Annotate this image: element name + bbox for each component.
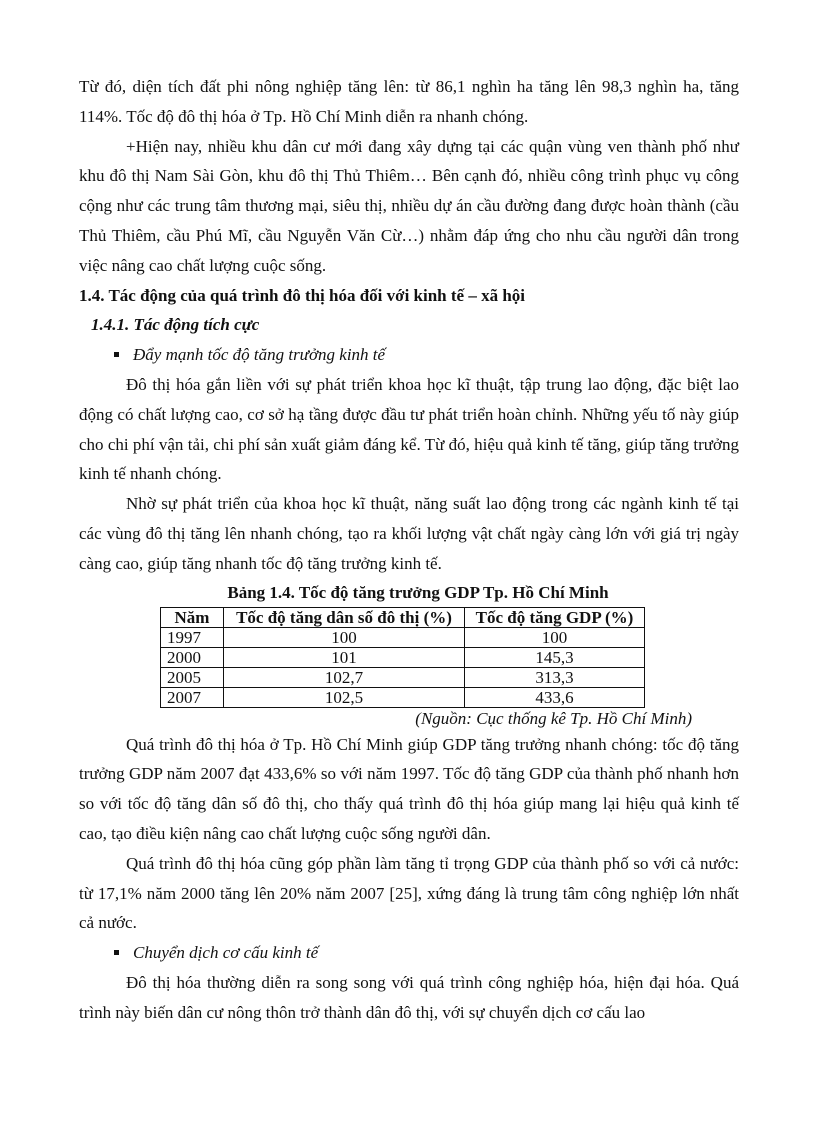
bullet-economic-restructuring [79,938,739,968]
cell-population: 102,7 [224,667,465,687]
cell-gdp: 313,3 [465,667,645,687]
paragraph-labor-productivity: Nhờ sự phát triển của khoa học kĩ thuật, năng suất lao động trong các ngành kinh tế tại các vùng đô thị tăng lên nhanh chóng, tạo ra khối lượng vật chất ngày càng lớn với giá trị ngày càng cao, giúp tăng nhanh tốc độ tăng trưởng kinh tế. [79,494,739,573]
bullet-label: Đẩy mạnh tốc độ tăng trưởng kinh tế [133,345,386,365]
paragraph-urbanization-science: Đô thị hóa gắn liền với sự phát triển khoa học kĩ thuật, tập trung lao động, đặc biệt lao động có chất lượng cao, cơ sở hạ tầng được đầu tư phát triển hoàn chỉnh. Những yếu tố này giúp cho chi phí vận tải, chi phí sản xuất giảm đáng kể. Từ đó, hiệu quả kinh tế tăng, giúp tăng trưởng kinh tế nhanh chóng. [79,374,739,484]
header-gdp-growth: Tốc độ tăng GDP (%) [465,607,645,627]
table-source: (Nguồn: Cục thống kê Tp. Hồ Chí Minh) [415,708,692,728]
bullet-economic-growth [79,340,739,370]
table-row [161,647,645,667]
paragraph-land-area: Từ đó, diện tích đất phi nông nghiệp tăng lên: từ 86,1 nghìn ha tăng lên 98,3 nghìn ha, tăng 114%. Tốc độ đô thị hóa ở Tp. Hồ Chí Minh diễn ra nhanh chóng. [79,77,739,126]
gdp-growth-table [160,607,645,708]
cell-population: 101 [224,647,465,667]
cell-gdp: 433,6 [465,687,645,707]
subsection-heading: 1.4.1. Tác động tích cực [91,315,260,335]
table-caption: Bảng 1.4. Tốc độ tăng trưởng GDP Tp. Hồ Chí Minh [227,582,609,602]
cell-gdp: 100 [465,627,645,647]
table-row [161,627,645,647]
header-population-growth: Tốc độ tăng dân số đô thị (%) [224,607,465,627]
paragraph-new-urban-areas: +Hiện nay, nhiều khu dân cư mới đang xây dựng tại các quận vùng ven thành phố như khu đô thị Nam Sài Gòn, khu đô thị Thủ Thiêm… Bên cạnh đó, nhiều công trình phục vụ công cộng như các trung tâm thương mại, siêu thị, nhiều dự án cầu đường đang được hoàn thành (cầu Thủ Thiêm, cầu Phú Mĩ, cầu Nguyễn Văn Cừ…) nhằm đáp ứng cho nhu cầu người dân trong việc nâng cao chất lượng cuộc sống. [79,136,739,275]
cell-year: 2007 [161,687,224,707]
cell-gdp: 145,3 [465,647,645,667]
bullet-square-icon [114,352,119,357]
header-year: Năm [161,607,224,627]
paragraph-gdp-share: Quá trình đô thị hóa cũng góp phần làm tăng tỉ trọng GDP của thành phố so với cả nước: từ 17,1% năm 2000 tăng lên 20% năm 2007 [25], xứng đáng là trung tâm công nghiệp lớn nhất cả nước. [79,853,739,933]
table-row [161,667,645,687]
cell-population: 100 [224,627,465,647]
table-row [161,687,645,707]
paragraph-gdp-growth: Quá trình đô thị hóa ở Tp. Hồ Chí Minh giúp GDP tăng trưởng nhanh chóng: tốc độ tăng trưởng GDP năm 2007 đạt 433,6% so với năm 1997. Tốc độ tăng GDP của thành phố nhanh hơn so với tốc độ tăng dân số đô thị, cho thấy quá trình đô thị hóa giúp mang lại hiệu quả kinh tế cao, tạo điều kiện nâng cao chất lượng cuộc sống người dân. [79,734,739,843]
bullet-square-icon [114,950,119,955]
cell-population: 102,5 [224,687,465,707]
document-page [79,72,739,1028]
cell-year: 2000 [161,647,224,667]
section-heading: 1.4. Tác động của quá trình đô thị hóa đối với kinh tế – xã hội [79,285,526,305]
paragraph-industrialization: Đô thị hóa thường diễn ra song song với quá trình công nghiệp hóa, hiện đại hóa. Quá trình này biến dân cư nông thôn trở thành dân đô thị, với sự chuyển dịch cơ cấu lao [79,972,739,1022]
cell-year: 1997 [161,627,224,647]
table-header-row [161,607,645,627]
bullet-label: Chuyển dịch cơ cấu kinh tế [133,943,319,963]
cell-year: 2005 [161,667,224,687]
